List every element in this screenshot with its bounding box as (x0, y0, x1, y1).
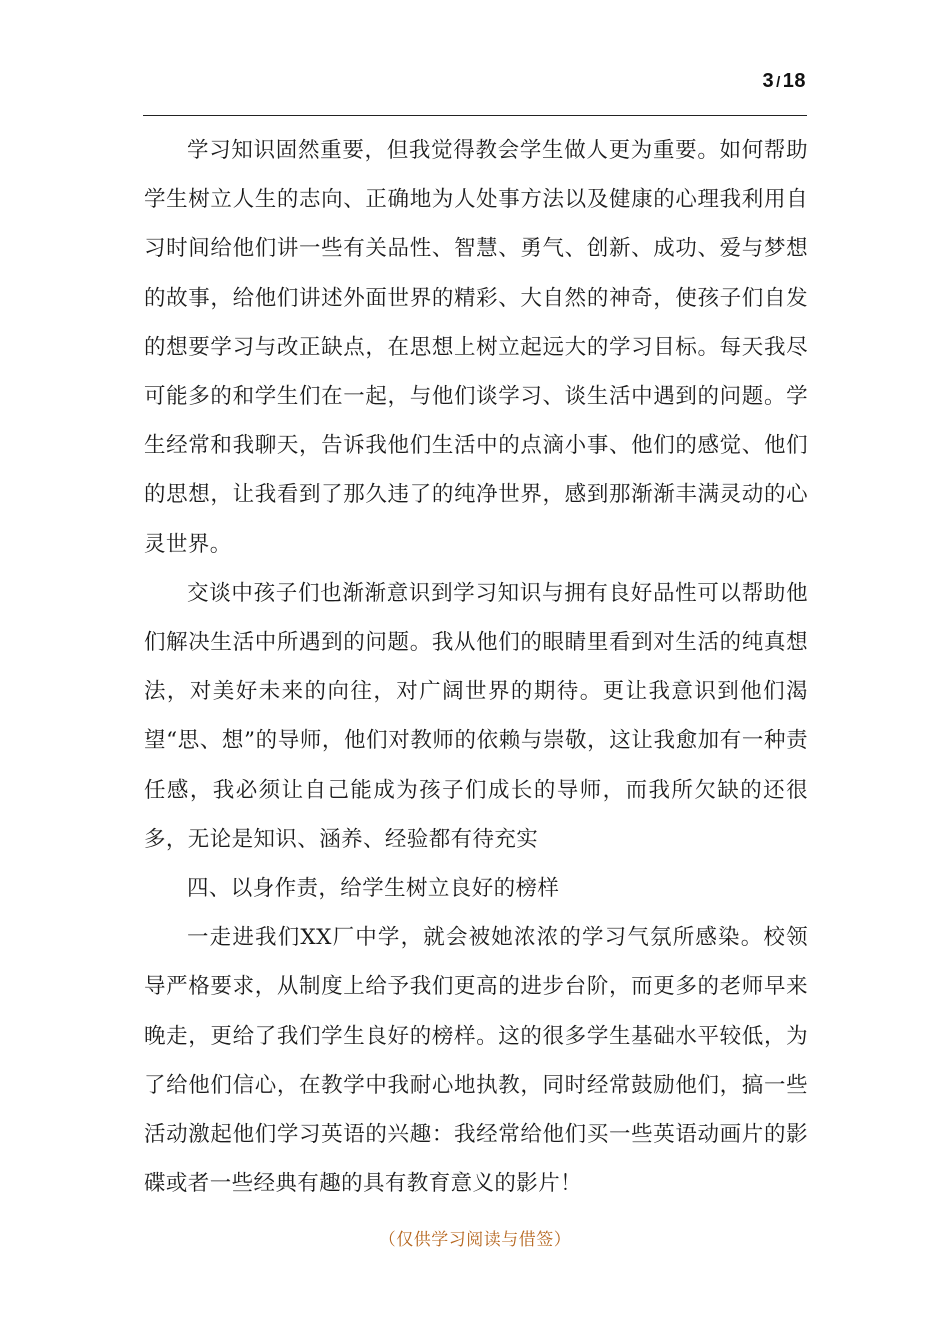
current-page-number: 3 (762, 70, 775, 92)
document-body (144, 126, 808, 1208)
total-pages-number: 18 (782, 70, 806, 92)
footer-disclaimer: （仅供学习阅读与借签） (378, 1230, 572, 1250)
page-number (762, 70, 806, 93)
paragraph-school-atmosphere: 一走进我们XX厂中学，就会被她浓浓的学习气氛所感染。校领导严格要求，从制度上给予我们更高的进步台阶，而更多的老师早来晚走，更给了我们学生良好的榜样。这的很多学生基础水平较低，为了给他们信心，在教学中我耐心地执教，同时经常鼓励他们，搞一些活动激起他们学习英语的兴趣：我经常给他们买一些英语动画片的影碟或者一些经典有趣的具有教育意义的影片！ (144, 925, 808, 1197)
section-heading-role-model: 四、以身作责，给学生树立良好的榜样 (187, 876, 560, 902)
paragraph-conversations: 交谈中孩子们也渐渐意识到学习知识与拥有良好品性可以帮助他们解决生活中所遇到的问题。我从他们的眼睛里看到对生活的纯真想法，对美好未来的向往，对广阔世界的期待。更让我意识到他们渴望“思、想”的导师，他们对教师的依赖与崇敬，这让我愈加有一种责任感，我必须让自己能成为孩子们成长的导师，而我所欠缺的还很多，无论是知识、涵养、经验都有待充实 (144, 580, 808, 852)
paragraph-moral-education: 学习知识固然重要，但我觉得教会学生做人更为重要。如何帮助学生树立人生的志向、正确地为人处事方法以及健康的心理我利用自习时间给他们讲一些有关品性、智慧、勇气、创新、成功、爱与梦想的故事，给他们讲述外面世界的精彩、大自然的神奇，使孩子们自发的想要学习与改正缺点，在思想上树立起远大的学习目标。每天我尽可能多的和学生们在一起，与他们谈学习、谈生活中遇到的问题。学生经常和我聊天，告诉我他们生活中的点滴小事、他们的感觉、他们的思想，让我看到了那久违了的纯净世界，感到那渐渐丰满灵动的心灵世界。 (144, 138, 808, 557)
page-number-separator: / (776, 74, 781, 91)
header-divider (143, 115, 807, 116)
